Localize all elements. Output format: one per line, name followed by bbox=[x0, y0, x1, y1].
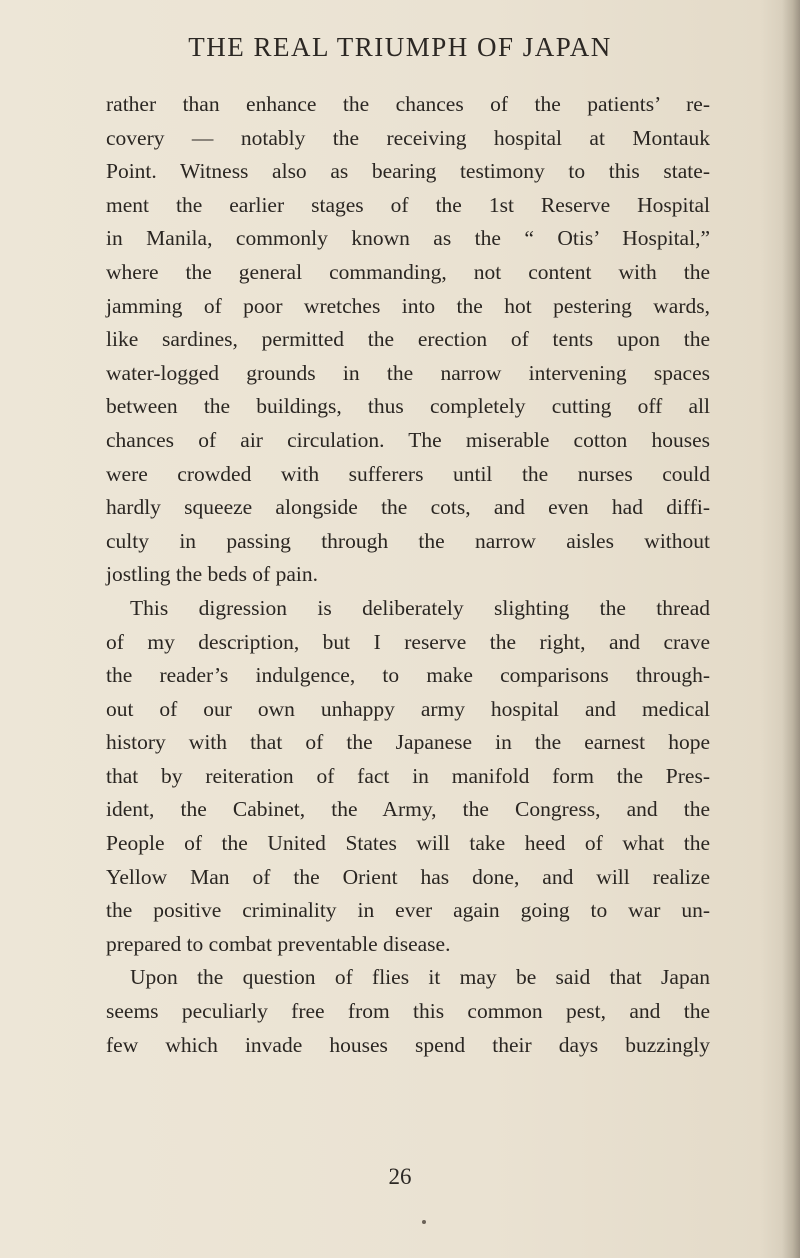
text-line: hardly squeeze alongside the cots, and even had diffi- bbox=[106, 495, 710, 520]
text-line: rather than enhance the chances of the patients’ re- bbox=[106, 92, 710, 116]
ink-speck bbox=[422, 1220, 426, 1224]
text-line: ident, the Cabinet, the Army, the Congress, and the bbox=[106, 797, 710, 822]
running-head: THE REAL TRIUMPH OF JAPAN bbox=[188, 32, 612, 62]
text-line: the reader’s indulgence, to make comparisons through- bbox=[106, 663, 710, 688]
text-line: history with that of the Japanese in the earnest hope bbox=[106, 730, 710, 755]
text-line: where the general commanding, not content with the bbox=[106, 259, 710, 284]
text-line: were crowded with sufferers until the nurses could bbox=[106, 461, 710, 486]
text-line: prepared to combat preventable disease. bbox=[106, 931, 451, 956]
text-line: of my description, but I reserve the right, and crave bbox=[106, 629, 710, 654]
text-line: culty in passing through the narrow aisles without bbox=[106, 528, 710, 553]
text-line: like sardines, permitted the erection of tents upon the bbox=[106, 327, 710, 352]
text-line: Yellow Man of the Orient has done, and will realize bbox=[106, 864, 710, 889]
text-line: People of the United States will take heed of what the bbox=[106, 831, 710, 856]
text-line: chances of air circulation. The miserable cotton houses bbox=[106, 427, 710, 452]
page-edge-shadow bbox=[782, 0, 800, 1258]
text-line: between the buildings, thus completely cutting off all bbox=[106, 394, 710, 419]
text-line: This digression is deliberately slighting the thread bbox=[130, 595, 710, 620]
text-line: covery — notably the receiving hospital at Montauk bbox=[106, 125, 710, 150]
text-line: ment the earlier stages of the 1st Reserve Hospital bbox=[106, 192, 710, 217]
body-text bbox=[106, 88, 710, 1062]
text-line: seems peculiarly free from this common pest, and the bbox=[106, 999, 710, 1024]
text-line: Point. Witness also as bearing testimony to this state- bbox=[106, 159, 710, 184]
text-line: in Manila, commonly known as the “ Otis’ Hospital,” bbox=[106, 226, 710, 251]
text-line: jostling the beds of pain. bbox=[106, 562, 318, 587]
text-line: that by reiteration of fact in manifold form the Pres- bbox=[106, 763, 710, 788]
text-line: water-logged grounds in the narrow intervening spaces bbox=[106, 360, 710, 385]
page-number: 26 bbox=[388, 1164, 412, 1189]
text-line: the positive criminality in ever again going to war un- bbox=[106, 898, 710, 923]
text-line: out of our own unhappy army hospital and medical bbox=[106, 696, 710, 721]
text-line: Upon the question of flies it may be said that Japan bbox=[130, 965, 710, 990]
text-line: few which invade houses spend their days buzzingly bbox=[106, 1032, 710, 1057]
text-line: jamming of poor wretches into the hot pestering wards, bbox=[106, 293, 710, 318]
